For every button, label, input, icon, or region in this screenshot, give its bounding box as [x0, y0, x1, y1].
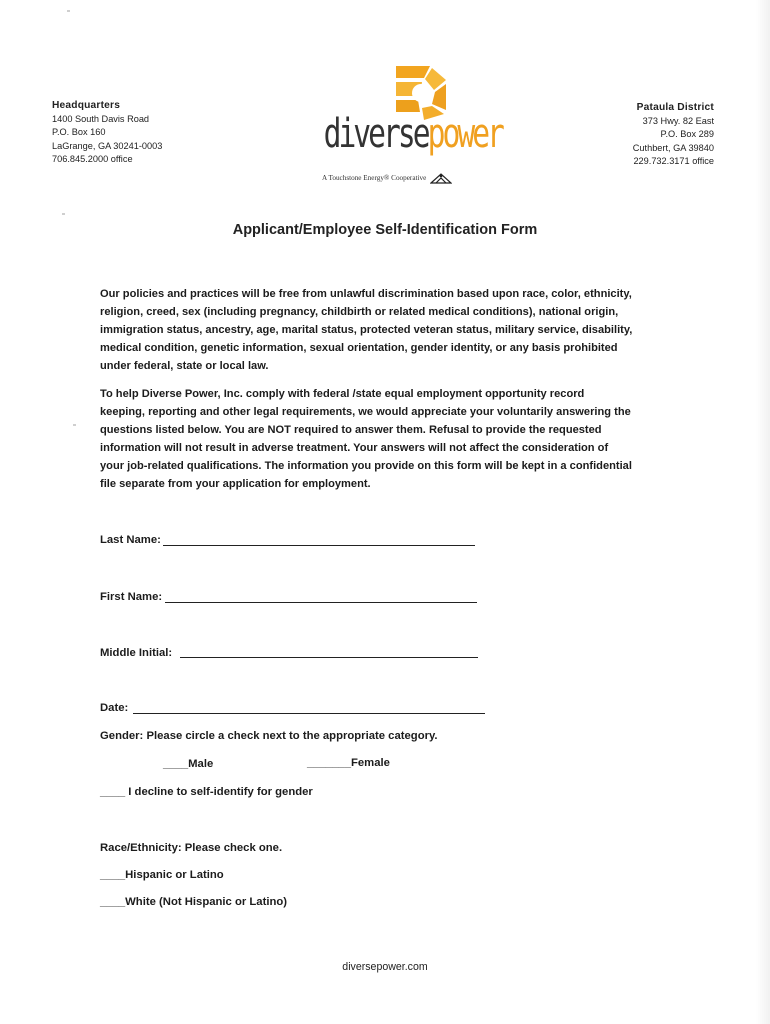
decline-checkbox-blank[interactable]: ____ [100, 786, 126, 798]
paragraph-line: your job-related qualifications. The information you provide on this form will be kept in a confidential [100, 460, 632, 473]
headquarters-city: LaGrange, GA 30241-0003 [52, 140, 163, 151]
district-po-box: P.O. Box 289 [660, 129, 714, 140]
scan-speck [73, 424, 76, 426]
paragraph-line: under federal, state or local law. [100, 360, 269, 373]
middle-initial-label: Middle Initial: [100, 647, 173, 659]
paragraph-line: information will not result in adverse treatment. Your answers will not affect the consideration of [100, 442, 609, 455]
scan-speck [62, 213, 65, 215]
headquarters-phone: 706.845.2000 office [52, 154, 133, 165]
logo-word-diverse: diverse [323, 111, 428, 157]
last-name-field[interactable] [163, 545, 475, 546]
district-title: Pataula District [636, 102, 714, 113]
scan-speck [67, 10, 70, 12]
white-checkbox-blank[interactable]: ____ [100, 896, 126, 908]
touchstone-energy-icon [430, 173, 452, 184]
paragraph-line: keeping, reporting and other legal requirements, we would appreciate your voluntarily answering the [100, 406, 631, 419]
paragraph-line: To help Diverse Power, Inc. comply with federal /state equal employment opportunity record [100, 388, 585, 400]
male-checkbox-blank[interactable]: ____ [163, 758, 189, 770]
logo-word-power: power [427, 111, 502, 157]
female-label: Female [350, 757, 390, 769]
date-field[interactable] [133, 713, 485, 714]
race-prompt: Race/Ethnicity: Please check one. [100, 842, 283, 854]
headquarters-street: 1400 South Davis Road [52, 113, 150, 124]
district-address [633, 101, 714, 169]
headquarters-address [52, 99, 162, 167]
logo-wordmark [323, 110, 502, 158]
female-checkbox-blank[interactable]: _______ [307, 757, 351, 769]
page-edge-shadow [756, 0, 770, 1024]
paragraph-line: religion, creed, sex (including pregnancy, childbirth or related medical conditions), national origin, [100, 306, 619, 319]
gender-option-male[interactable] [163, 758, 213, 770]
hispanic-label: Hispanic or Latino [125, 869, 224, 881]
middle-initial-field[interactable] [180, 657, 478, 658]
gender-option-decline[interactable] [100, 786, 313, 798]
paragraph-line: immigration status, ancestry, age, marital status, protected veteran status, military service, disability, [100, 324, 633, 337]
paragraph-line: file separate from your application for employment. [100, 478, 371, 491]
tagline-text: A Touchstone Energy® Cooperative [322, 174, 427, 183]
footer-website: diversepower.com [342, 961, 428, 973]
hispanic-checkbox-blank[interactable]: ____ [100, 869, 126, 881]
form-title: Applicant/Employee Self-Identification Form [232, 222, 538, 238]
decline-label: I decline to self-identify for gender [128, 786, 313, 798]
gender-option-female[interactable] [307, 757, 390, 769]
race-option-white[interactable] [100, 896, 287, 908]
district-phone: 229.732.3171 office [633, 156, 714, 167]
purpose-paragraph [100, 385, 670, 494]
logo-tagline [322, 173, 452, 184]
last-name-label: Last Name: [100, 534, 161, 546]
paragraph-line: Our policies and practices will be free from unlawful discrimination based upon race, color, ethnicity, [100, 288, 632, 300]
first-name-field[interactable] [165, 602, 477, 603]
male-label: Male [188, 758, 214, 770]
headquarters-po-box: P.O. Box 160 [52, 127, 106, 138]
paragraph-line: medical condition, genetic information, sexual orientation, gender identity, or any basis prohibited [100, 342, 618, 355]
race-option-hispanic[interactable] [100, 869, 224, 881]
district-city: Cuthbert, GA 39840 [632, 142, 714, 153]
paragraph-line: questions listed below. You are NOT required to answer them. Refusal to provide the requested [100, 424, 602, 437]
white-label: White (Not Hispanic or Latino) [125, 896, 288, 908]
district-street: 373 Hwy. 82 East [642, 115, 714, 126]
gender-prompt: Gender: Please circle a check next to the appropriate category. [100, 730, 438, 742]
first-name-label: First Name: [100, 591, 163, 603]
policy-paragraph [100, 285, 670, 375]
headquarters-title: Headquarters [52, 100, 121, 111]
date-label: Date: [100, 702, 129, 714]
